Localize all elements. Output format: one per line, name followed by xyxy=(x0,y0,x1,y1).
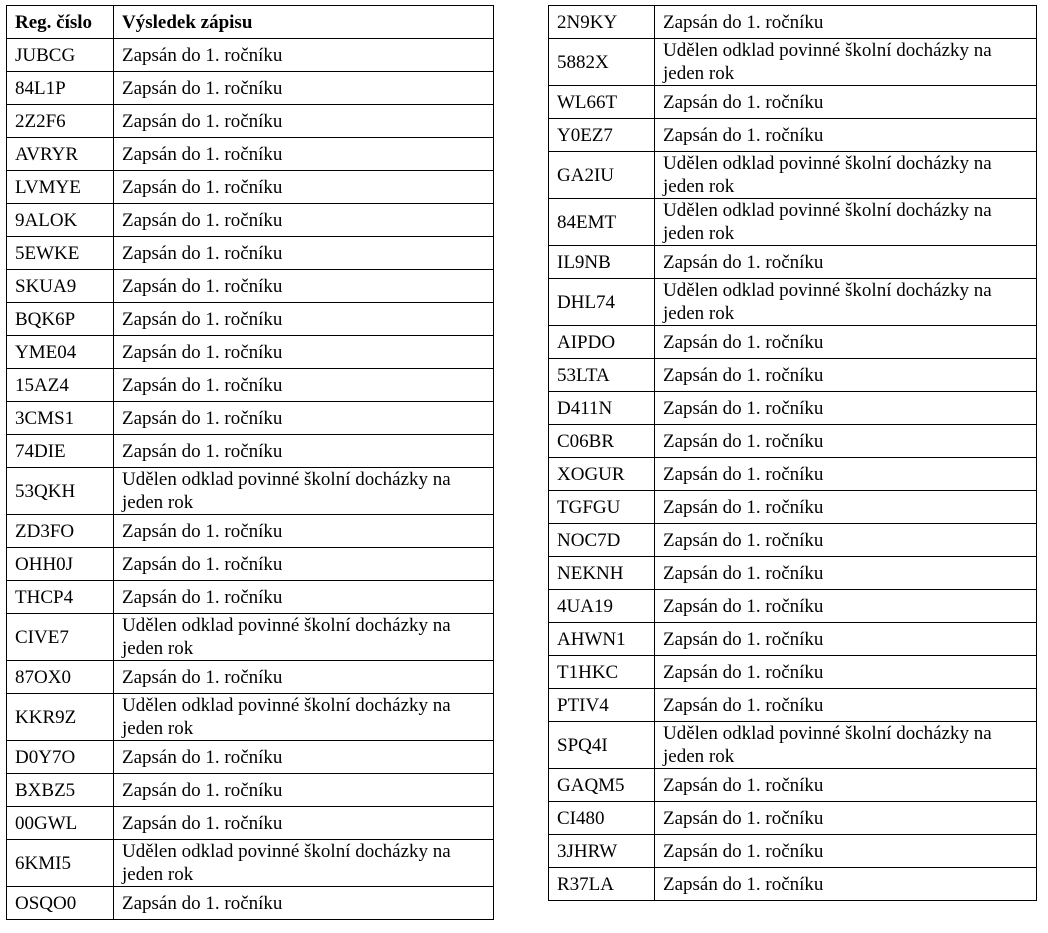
reg-number-cell: AIPDO xyxy=(549,326,655,359)
table-row xyxy=(549,392,1037,425)
result-cell: Zapsán do 1. ročníku xyxy=(655,590,1037,623)
table-row xyxy=(549,689,1037,722)
reg-number-cell: 6KMI5 xyxy=(7,840,114,887)
table-row xyxy=(7,369,494,402)
reg-number-cell: AVRYR xyxy=(7,138,114,171)
reg-number-cell: 4UA19 xyxy=(549,590,655,623)
result-cell: Zapsán do 1. ročníku xyxy=(114,581,494,614)
reg-number-cell: YME04 xyxy=(7,336,114,369)
header-reg-cislo: Reg. číslo xyxy=(7,6,114,39)
reg-number-cell: TGFGU xyxy=(549,491,655,524)
result-cell: Udělen odklad povinné školní docházky na jeden rok xyxy=(655,279,1037,326)
reg-number-cell: LVMYE xyxy=(7,171,114,204)
table-row xyxy=(549,246,1037,279)
reg-number-cell: ZD3FO xyxy=(7,515,114,548)
table-row xyxy=(549,199,1037,246)
table-row xyxy=(549,524,1037,557)
table-row xyxy=(7,270,494,303)
result-cell: Zapsán do 1. ročníku xyxy=(655,557,1037,590)
results-table-right-body xyxy=(549,6,1037,901)
table-row xyxy=(7,741,494,774)
table-row xyxy=(549,425,1037,458)
reg-number-cell: T1HKC xyxy=(549,656,655,689)
result-cell: Zapsán do 1. ročníku xyxy=(114,807,494,840)
result-cell: Zapsán do 1. ročníku xyxy=(655,359,1037,392)
result-cell: Zapsán do 1. ročníku xyxy=(114,402,494,435)
table-row xyxy=(549,590,1037,623)
table-row xyxy=(7,237,494,270)
result-cell: Zapsán do 1. ročníku xyxy=(114,204,494,237)
reg-number-cell: SPQ4I xyxy=(549,722,655,769)
reg-number-cell: 84L1P xyxy=(7,72,114,105)
result-cell: Zapsán do 1. ročníku xyxy=(114,270,494,303)
reg-number-cell: 15AZ4 xyxy=(7,369,114,402)
reg-number-cell: 3CMS1 xyxy=(7,402,114,435)
result-cell: Zapsán do 1. ročníku xyxy=(655,868,1037,901)
table-row xyxy=(7,303,494,336)
table-row xyxy=(7,72,494,105)
result-cell: Udělen odklad povinné školní docházky na jeden rok xyxy=(655,152,1037,199)
table-row xyxy=(549,802,1037,835)
result-cell: Udělen odklad povinné školní docházky na jeden rok xyxy=(114,840,494,887)
table-row xyxy=(7,807,494,840)
table-row xyxy=(7,402,494,435)
table-row xyxy=(549,769,1037,802)
table-row xyxy=(7,39,494,72)
result-cell: Udělen odklad povinné školní docházky na jeden rok xyxy=(114,614,494,661)
table-row xyxy=(549,623,1037,656)
table-row xyxy=(549,557,1037,590)
table-row xyxy=(7,468,494,515)
result-cell: Zapsán do 1. ročníku xyxy=(114,369,494,402)
table-row xyxy=(549,6,1037,39)
reg-number-cell: 2Z2F6 xyxy=(7,105,114,138)
reg-number-cell: CIVE7 xyxy=(7,614,114,661)
reg-number-cell: Y0EZ7 xyxy=(549,119,655,152)
table-row xyxy=(7,548,494,581)
result-cell: Zapsán do 1. ročníku xyxy=(655,392,1037,425)
table-row xyxy=(7,171,494,204)
result-cell: Zapsán do 1. ročníku xyxy=(655,835,1037,868)
reg-number-cell: THCP4 xyxy=(7,581,114,614)
result-cell: Zapsán do 1. ročníku xyxy=(655,656,1037,689)
result-cell: Udělen odklad povinné školní docházky na jeden rok xyxy=(655,39,1037,86)
reg-number-cell: 5882X xyxy=(549,39,655,86)
table-row xyxy=(7,614,494,661)
table-row xyxy=(549,359,1037,392)
table-row xyxy=(549,656,1037,689)
result-cell: Zapsán do 1. ročníku xyxy=(655,769,1037,802)
table-row xyxy=(549,458,1037,491)
reg-number-cell: SKUA9 xyxy=(7,270,114,303)
result-cell: Udělen odklad povinné školní docházky na jeden rok xyxy=(114,468,494,515)
reg-number-cell: BXBZ5 xyxy=(7,774,114,807)
result-cell: Zapsán do 1. ročníku xyxy=(114,515,494,548)
reg-number-cell: C06BR xyxy=(549,425,655,458)
table-row xyxy=(7,336,494,369)
results-table-left-body xyxy=(7,39,494,920)
table-row xyxy=(549,279,1037,326)
table-row xyxy=(549,868,1037,901)
reg-number-cell: OHH0J xyxy=(7,548,114,581)
table-row xyxy=(7,204,494,237)
result-cell: Zapsán do 1. ročníku xyxy=(655,6,1037,39)
reg-number-cell: 74DIE xyxy=(7,435,114,468)
table-row xyxy=(549,86,1037,119)
reg-number-cell: R37LA xyxy=(549,868,655,901)
result-cell: Zapsán do 1. ročníku xyxy=(114,171,494,204)
result-cell: Zapsán do 1. ročníku xyxy=(114,72,494,105)
reg-number-cell: NEKNH xyxy=(549,557,655,590)
table-row xyxy=(7,105,494,138)
result-cell: Zapsán do 1. ročníku xyxy=(655,425,1037,458)
table-row xyxy=(549,39,1037,86)
result-cell: Zapsán do 1. ročníku xyxy=(114,336,494,369)
reg-number-cell: D411N xyxy=(549,392,655,425)
result-cell: Zapsán do 1. ročníku xyxy=(655,689,1037,722)
result-cell: Zapsán do 1. ročníku xyxy=(655,623,1037,656)
result-cell: Zapsán do 1. ročníku xyxy=(114,887,494,920)
result-cell: Udělen odklad povinné školní docházky na jeden rok xyxy=(114,694,494,741)
reg-number-cell: NOC7D xyxy=(549,524,655,557)
result-cell: Zapsán do 1. ročníku xyxy=(655,458,1037,491)
reg-number-cell: CI480 xyxy=(549,802,655,835)
result-cell: Zapsán do 1. ročníku xyxy=(114,138,494,171)
reg-number-cell: KKR9Z xyxy=(7,694,114,741)
table-row xyxy=(7,138,494,171)
reg-number-cell: 53QKH xyxy=(7,468,114,515)
result-cell: Udělen odklad povinné školní docházky na jeden rok xyxy=(655,199,1037,246)
reg-number-cell: 5EWKE xyxy=(7,237,114,270)
result-cell: Zapsán do 1. ročníku xyxy=(655,246,1037,279)
reg-number-cell: IL9NB xyxy=(549,246,655,279)
result-cell: Zapsán do 1. ročníku xyxy=(655,802,1037,835)
result-cell: Zapsán do 1. ročníku xyxy=(655,491,1037,524)
result-cell: Zapsán do 1. ročníku xyxy=(655,326,1037,359)
result-cell: Zapsán do 1. ročníku xyxy=(655,86,1037,119)
reg-number-cell: 84EMT xyxy=(549,199,655,246)
table-row xyxy=(549,722,1037,769)
result-cell: Udělen odklad povinné školní docházky na jeden rok xyxy=(655,722,1037,769)
reg-number-cell: XOGUR xyxy=(549,458,655,491)
reg-number-cell: WL66T xyxy=(549,86,655,119)
table-row xyxy=(7,581,494,614)
reg-number-cell: 9ALOK xyxy=(7,204,114,237)
table-row xyxy=(7,887,494,920)
result-cell: Zapsán do 1. ročníku xyxy=(114,741,494,774)
reg-number-cell: D0Y7O xyxy=(7,741,114,774)
reg-number-cell: 3JHRW xyxy=(549,835,655,868)
result-cell: Zapsán do 1. ročníku xyxy=(114,303,494,336)
table-row xyxy=(7,774,494,807)
reg-number-cell: 87OX0 xyxy=(7,661,114,694)
table-row xyxy=(549,835,1037,868)
reg-number-cell: PTIV4 xyxy=(549,689,655,722)
table-row xyxy=(549,326,1037,359)
reg-number-cell: GA2IU xyxy=(549,152,655,199)
table-row xyxy=(7,694,494,741)
table-row xyxy=(7,840,494,887)
reg-number-cell: GAQM5 xyxy=(549,769,655,802)
header-vysledek-zapisu: Výsledek zápisu xyxy=(114,6,494,39)
result-cell: Zapsán do 1. ročníku xyxy=(114,237,494,270)
reg-number-cell: JUBCG xyxy=(7,39,114,72)
table-row xyxy=(549,491,1037,524)
reg-number-cell: AHWN1 xyxy=(549,623,655,656)
table-row xyxy=(7,435,494,468)
table-row xyxy=(7,661,494,694)
result-cell: Zapsán do 1. ročníku xyxy=(114,774,494,807)
result-cell: Zapsán do 1. ročníku xyxy=(114,105,494,138)
results-table-left xyxy=(6,5,494,920)
reg-number-cell: 00GWL xyxy=(7,807,114,840)
table-row xyxy=(7,515,494,548)
table-row xyxy=(549,152,1037,199)
reg-number-cell: OSQO0 xyxy=(7,887,114,920)
result-cell: Zapsán do 1. ročníku xyxy=(114,548,494,581)
reg-number-cell: 53LTA xyxy=(549,359,655,392)
result-cell: Zapsán do 1. ročníku xyxy=(655,119,1037,152)
result-cell: Zapsán do 1. ročníku xyxy=(114,435,494,468)
table-row xyxy=(549,119,1037,152)
reg-number-cell: 2N9KY xyxy=(549,6,655,39)
result-cell: Zapsán do 1. ročníku xyxy=(114,661,494,694)
header-row xyxy=(7,6,494,39)
results-table-right xyxy=(548,5,1037,901)
reg-number-cell: DHL74 xyxy=(549,279,655,326)
result-cell: Zapsán do 1. ročníku xyxy=(114,39,494,72)
reg-number-cell: BQK6P xyxy=(7,303,114,336)
result-cell: Zapsán do 1. ročníku xyxy=(655,524,1037,557)
